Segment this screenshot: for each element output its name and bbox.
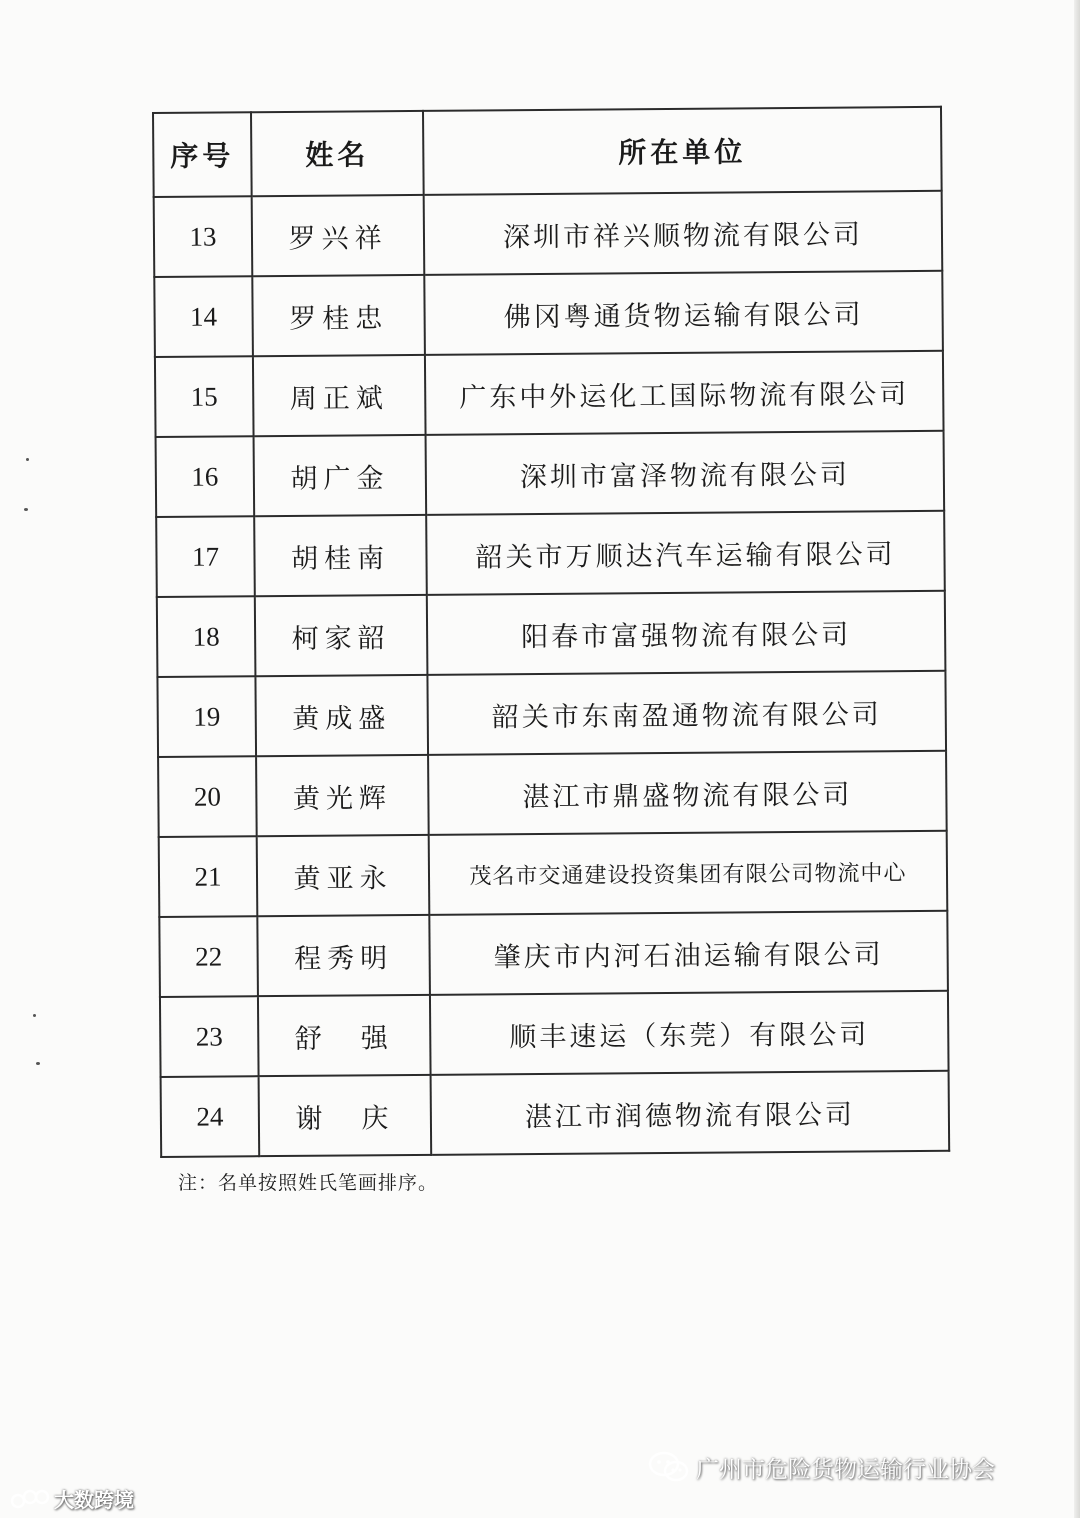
row-name: 黄亚永 (257, 835, 430, 916)
table-row (157, 671, 946, 757)
row-no: 23 (160, 996, 259, 1077)
scan-speck (24, 508, 28, 511)
footnote: 注：名单按照姓氏笔画排序。 (178, 1172, 439, 1194)
table-row (161, 1071, 950, 1157)
row-org: 湛江市润德物流有限公司 (431, 1071, 950, 1155)
row-name: 柯家韶 (255, 595, 428, 676)
page-edge (1074, 0, 1080, 1518)
row-org: 韶关市东南盈通物流有限公司 (427, 671, 946, 755)
table-header-row (153, 107, 942, 197)
row-name: 罗兴祥 (252, 195, 425, 276)
row-no: 13 (154, 196, 253, 277)
header-no: 序号 (153, 112, 252, 197)
row-name: 谢 庆 (259, 1075, 432, 1156)
table-row (159, 831, 948, 917)
row-no: 17 (156, 516, 255, 597)
table-row (156, 511, 945, 597)
row-no: 19 (157, 676, 256, 757)
row-name: 胡广金 (254, 435, 427, 516)
scan-speck (26, 458, 29, 461)
table-row (156, 431, 945, 517)
watermark-left (10, 1484, 134, 1513)
row-no: 14 (154, 276, 253, 357)
table-row (158, 751, 947, 837)
row-no: 21 (159, 836, 258, 917)
row-no: 18 (157, 596, 256, 677)
row-org: 阳春市富强物流有限公司 (427, 591, 946, 675)
scan-speck (33, 1014, 36, 1017)
wechat-icon (648, 1450, 690, 1484)
row-no: 20 (158, 756, 257, 837)
watermark-logo-icon (10, 1487, 50, 1511)
row-name: 胡桂南 (254, 515, 427, 596)
row-org: 深圳市祥兴顺物流有限公司 (424, 191, 943, 275)
row-name: 程秀明 (257, 915, 430, 996)
row-no: 15 (155, 356, 254, 437)
row-name: 黄光辉 (256, 755, 429, 836)
header-name: 姓名 (251, 111, 424, 196)
row-org: 湛江市鼎盛物流有限公司 (428, 751, 947, 835)
row-name: 周正斌 (253, 355, 426, 436)
row-org: 肇庆市内河石油运输有限公司 (429, 911, 948, 995)
row-org: 佛冈粤通货物运输有限公司 (424, 271, 943, 355)
watermark-left-text: 大数跨境 (54, 1488, 134, 1512)
row-no: 24 (161, 1076, 260, 1157)
row-no: 22 (159, 916, 258, 997)
row-name: 黄成盛 (255, 675, 428, 756)
table-row (155, 351, 944, 437)
scan-speck (36, 1062, 40, 1065)
row-org: 顺丰速运（东莞）有限公司 (430, 991, 949, 1075)
table-row (159, 911, 948, 997)
roster-table (152, 106, 950, 1158)
row-org: 广东中外运化工国际物流有限公司 (425, 351, 944, 435)
table-row (160, 991, 949, 1077)
watermark-right (648, 1450, 995, 1484)
row-org: 茂名市交通建设投资集团有限公司物流中心 (429, 831, 948, 915)
row-name: 舒 强 (258, 995, 431, 1076)
table-row (154, 191, 943, 277)
table-row (154, 271, 943, 357)
header-org: 所在单位 (423, 107, 942, 195)
row-org: 深圳市富泽物流有限公司 (426, 431, 945, 515)
watermark-right-text: 广州市危险货物运输行业协会 (696, 1456, 995, 1483)
row-name: 罗桂忠 (252, 275, 425, 356)
table-row (157, 591, 946, 677)
row-no: 16 (156, 436, 255, 517)
row-org: 韶关市万顺达汽车运输有限公司 (426, 511, 945, 595)
